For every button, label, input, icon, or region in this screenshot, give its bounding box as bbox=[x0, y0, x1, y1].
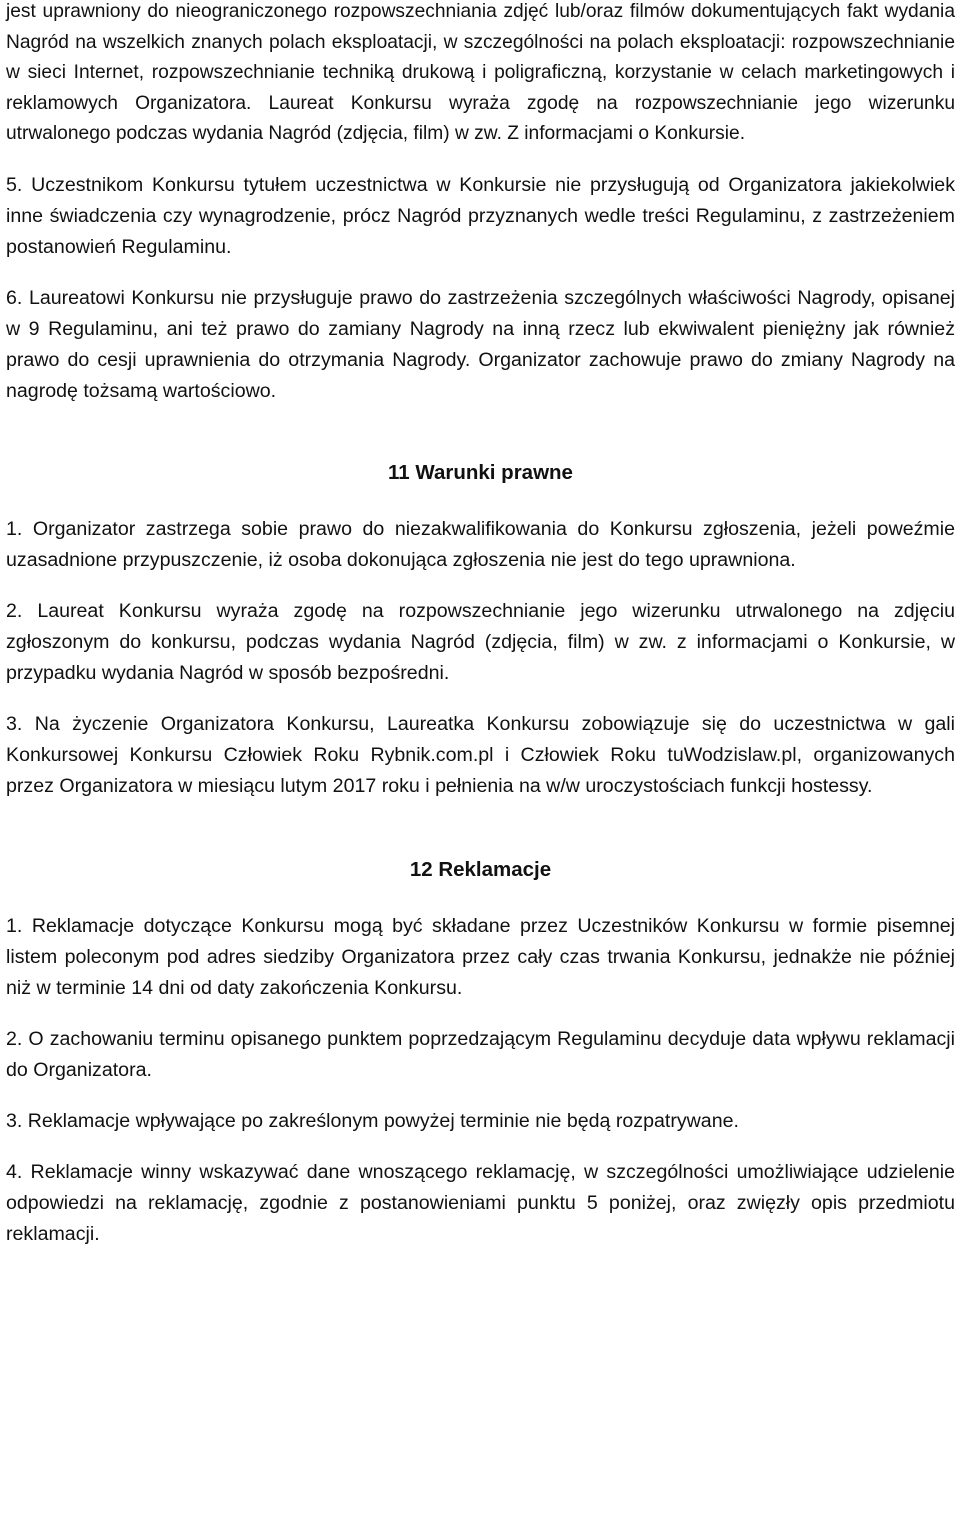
section12-para4: 4. Reklamacje winny wskazywać dane wnoszącego reklamację, w szczególności umożliwiające udzielenie odpowiedzi na reklamację, zgodnie z postanowieniami punktu 5 poniżej, oraz zwięzły opis przedmiotu reklamacji. bbox=[6, 1160, 955, 1245]
section11-para3: 3. Na życzenie Organizatora Konkursu, Laureatka Konkursu zobowiązuje się do uczestnictwa w gali Konkursowej Konkursu Człowiek Roku Rybnik.com.pl i Człowiek Roku tuWodzislaw.pl, organizowanych przez Organizatora w miesiącu lutym 2017 roku i pełnienia na w/w uroczystościach funkcji hostessy. bbox=[6, 712, 955, 797]
section12-para3: 3. Reklamacje wpływające po zakreślonym powyżej terminie nie będą rozpatrywane. bbox=[6, 1109, 739, 1132]
section12-heading: 12 Reklamacje bbox=[409, 857, 552, 881]
document-page bbox=[6, 0, 955, 1250]
section10-para4-continuation: jest uprawniony do nieograniczonego rozpowszechniania zdjęć lub/oraz filmów dokumentujących fakt wydania Nagród na wszelkich znanych polach eksploatacji, w szczególności na polach eksploatacji: rozpowszechnianie w sieci Internet, rozpowszechnianie techniką drukową i poligraficzną, korzystanie w celach marketingowych i reklamowych Organizatora. Laureat Konkursu wyraża zgodę na rozpowszechnianie jego wizerunku utrwalonego podczas wydania Nagród (zdjęcia, film) w zw. Z informacjami o Konkursie. bbox=[6, 1, 955, 144]
section11-heading: 11 Warunki prawne bbox=[388, 460, 573, 484]
section12-para2: 2. O zachowaniu terminu opisanego punktem poprzedzającym Regulaminu decyduje data wpływu reklamacji do Organizatora. bbox=[6, 1027, 955, 1081]
section10-para6: 6. Laureatowi Konkursu nie przysługuje prawo do zastrzeżenia szczególnych właściwości Nagrody, opisanej w 9 Regulaminu, ani też prawo do zamiany Nagrody na inną rzecz lub ekwiwalent pieniężny jak również prawo do cesji uprawnienia do otrzymania Nagrody. Organizator zachowuje prawo do zmiany Nagrody na nagrodę tożsamą wartościowo. bbox=[6, 286, 955, 402]
section11-para2: 2. Laureat Konkursu wyraża zgodę na rozpowszechnianie jego wizerunku utrwalonego na zdjęciu zgłoszonym do konkursu, podczas wydania Nagród (zdjęcia, film) w zw. z informacjami o Konkursie, w przypadku wydania Nagród w sposób bezpośredni. bbox=[6, 599, 955, 684]
section10-para5: 5. Uczestnikom Konkursu tytułem uczestnictwa w Konkursie nie przysługują od Organizatora jakiekolwiek inne świadczenia czy wynagrodzenie, prócz Nagród przyznanych wedle treści Regulaminu, z zastrzeżeniem postanowień Regulaminu. bbox=[6, 173, 955, 258]
section11-para1: 1. Organizator zastrzega sobie prawo do niezakwalifikowania do Konkursu zgłoszenia, jeżeli poweźmie uzasadnione przypuszczenie, iż osoba dokonująca zgłoszenia nie jest do tego uprawniona. bbox=[6, 517, 955, 571]
section12-para1: 1. Reklamacje dotyczące Konkursu mogą być składane przez Uczestników Konkursu w formie pisemnej listem poleconym pod adres siedziby Organizatora przez cały czas trwania Konkursu, jednakże nie później niż w terminie 14 dni od daty zakończenia Konkursu. bbox=[6, 914, 955, 999]
